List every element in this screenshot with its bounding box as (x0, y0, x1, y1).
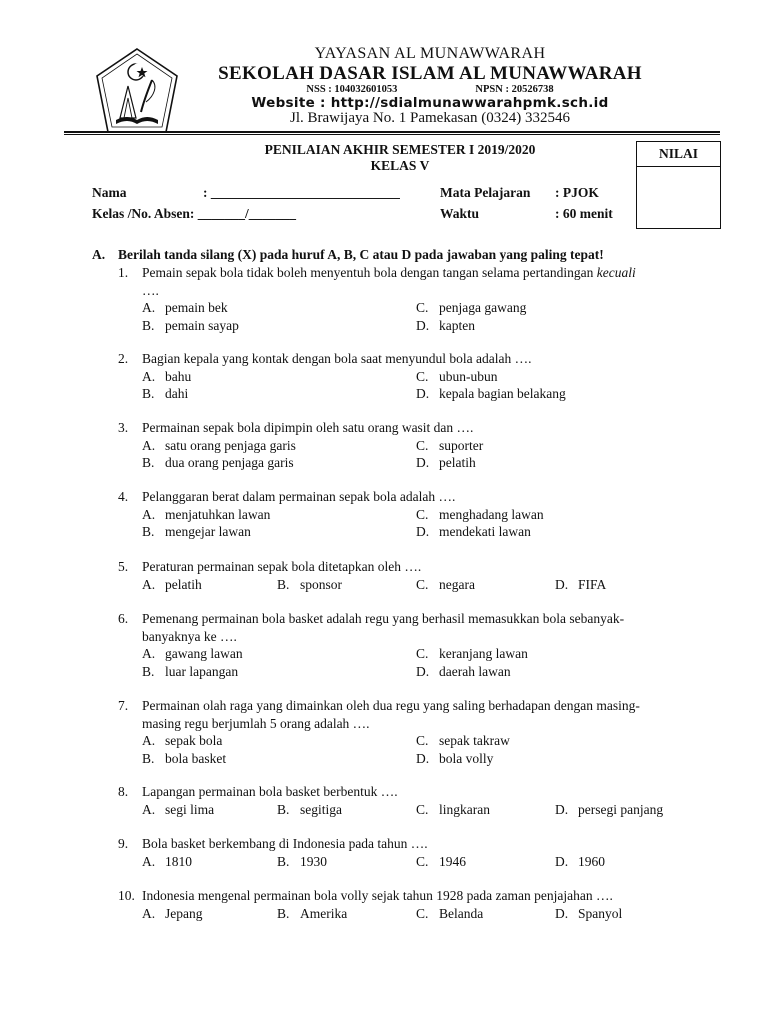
option-letter: B. (277, 853, 290, 869)
answer-option[interactable] (555, 905, 622, 923)
option-letter: A. (142, 506, 156, 522)
question-text: Peraturan permainan sepak bola ditetapkan oleh …. (142, 559, 422, 574)
option-letter: A. (142, 300, 156, 315)
time-value: : 60 menit (555, 206, 613, 221)
foundation-name: YAYASAN AL MUNAWWARAH (314, 45, 546, 62)
question-number: 3. (118, 420, 129, 435)
question-number: 5. (118, 559, 129, 574)
answer-option[interactable] (277, 853, 327, 871)
option-text: kepala bagian belakang (439, 386, 566, 401)
option-letter: D. (416, 455, 430, 470)
answer-option[interactable] (416, 437, 483, 455)
answer-option[interactable] (416, 385, 566, 403)
question-text: Pelanggaran berat dalam permainan sepak bola adalah …. (142, 489, 456, 504)
question-number: 6. (118, 611, 129, 626)
answer-option[interactable] (416, 732, 510, 750)
answer-options-row (118, 663, 718, 681)
option-text: Amerika (300, 905, 348, 921)
answer-option[interactable] (277, 576, 342, 594)
option-letter: D. (555, 801, 569, 817)
option-text: FIFA (578, 576, 607, 592)
option-letter: C. (416, 506, 429, 522)
question-text-line (142, 350, 718, 368)
option-text: bahu (165, 368, 192, 384)
option-letter: A. (142, 853, 156, 869)
question-text-line (142, 628, 718, 646)
exam-title: PENILAIAN AKHIR SEMESTER I 2019/2020 (264, 142, 536, 157)
option-text: suporter (439, 437, 484, 453)
answer-option[interactable] (142, 523, 251, 541)
option-letter: C. (416, 853, 429, 869)
question-text-line (142, 558, 718, 576)
question-text-line (142, 715, 718, 733)
option-text: menjatuhkan lawan (165, 506, 271, 522)
option-letter: C. (416, 905, 429, 921)
option-text: satu orang penjaga garis (165, 437, 296, 453)
question-text: Bola basket berkembang di Indonesia pada tahun …. (142, 836, 428, 851)
option-text: mengejar lawan (165, 524, 251, 539)
option-text: Jepang (165, 905, 203, 921)
answer-options-row (118, 368, 718, 386)
question-text: Indonesia mengenal permainan bola volly sejak tahun 1928 pada zaman penjajahan …. (142, 888, 613, 903)
question-stem (118, 697, 718, 732)
answer-options-row (118, 853, 718, 871)
option-text: Spanyol (578, 905, 623, 921)
answer-option[interactable] (142, 645, 243, 663)
answer-option[interactable] (555, 801, 663, 819)
question-emphasis: kecuali (596, 265, 636, 280)
answer-options-row (118, 454, 718, 472)
answer-option[interactable] (142, 732, 222, 750)
nss-code: NSS : 104032601053 (306, 84, 398, 95)
question-text: Lapangan permainan bola basket berbentuk …. (142, 784, 398, 799)
answer-options-row (118, 645, 718, 663)
question-number: 7. (118, 698, 129, 713)
option-letter: A. (142, 801, 156, 817)
option-letter: D. (416, 386, 430, 401)
answer-option[interactable] (416, 506, 544, 524)
question-stem (118, 887, 718, 905)
question-text-line (142, 835, 718, 853)
question-item (118, 264, 718, 334)
answer-option[interactable] (416, 317, 475, 335)
score-box-label: NILAI (637, 142, 720, 167)
question-number: 1. (118, 265, 129, 280)
subject-value: : PJOK (555, 185, 599, 200)
answer-option[interactable] (416, 299, 526, 317)
option-text: pemain sayap (165, 317, 239, 333)
option-letter: C. (416, 437, 429, 453)
option-text: pelatih (439, 455, 476, 470)
answer-option[interactable] (142, 663, 238, 681)
option-letter: B. (142, 750, 155, 766)
option-text: 1960 (578, 853, 605, 869)
option-text: bola basket (165, 750, 227, 766)
option-letter: B. (277, 576, 290, 592)
question-stem (118, 350, 718, 368)
question-text: Pemenang permainan bola basket adalah regu yang berhasil memasukkan bola sebanyak- (142, 611, 625, 626)
school-address: Jl. Brawijaya No. 1 Pamekasan (0324) 332546 (290, 110, 570, 126)
school-logo-icon (94, 46, 180, 136)
school-codes (200, 84, 660, 95)
option-text: sepak bola (165, 733, 223, 748)
answer-options-row (118, 317, 718, 335)
answer-option[interactable] (277, 801, 342, 819)
question-text: Pemain sepak bola tidak boleh menyentuh bola dengan tangan selama pertandingan (142, 265, 594, 280)
question-number: 4. (118, 489, 129, 504)
option-text: daerah lawan (439, 663, 511, 679)
option-letter: C. (416, 733, 429, 748)
answer-options-row (118, 750, 718, 768)
question-item (118, 697, 718, 767)
question-text: Permainan olah raga yang dimainkan oleh dua regu yang saling berhadapan dengan masing- (142, 698, 640, 713)
option-text: 1930 (300, 853, 327, 869)
question-item (118, 783, 718, 818)
option-text: kapten (439, 317, 475, 333)
answer-option[interactable] (142, 454, 294, 472)
option-text: 1810 (165, 853, 192, 869)
option-letter: C. (416, 576, 429, 592)
option-text: negara (439, 576, 475, 592)
option-text: penjaga gawang (439, 300, 527, 315)
option-letter: B. (142, 386, 155, 401)
question-text-line (142, 887, 718, 905)
option-letter: B. (142, 317, 155, 333)
class-number-field[interactable]: Kelas /No. Absen: _______/_______ (92, 206, 297, 221)
option-letter: A. (142, 733, 156, 748)
question-text: …. (142, 282, 159, 298)
option-letter: C. (416, 801, 429, 817)
question-item (118, 610, 718, 680)
question-text-line (142, 610, 718, 628)
answer-option[interactable] (142, 437, 296, 455)
question-number: 9. (118, 836, 129, 851)
answer-option[interactable] (416, 905, 483, 923)
option-letter: D. (555, 576, 569, 592)
answer-option[interactable] (416, 454, 476, 472)
answer-option[interactable] (142, 576, 202, 594)
answer-option[interactable] (416, 801, 490, 819)
section-instruction (92, 247, 604, 263)
option-text: pelatih (165, 576, 202, 592)
option-text: lingkaran (439, 801, 490, 817)
name-field[interactable]: : ____________________________ (203, 185, 400, 200)
option-letter: D. (555, 853, 569, 869)
option-text: segitiga (300, 801, 342, 817)
option-letter: B. (142, 455, 155, 470)
question-text: banyaknya ke …. (142, 628, 237, 644)
answer-options-row (118, 385, 718, 403)
answer-options-row (118, 801, 718, 819)
answer-option[interactable] (142, 299, 228, 317)
answer-option[interactable] (142, 368, 191, 386)
option-text: menghadang lawan (439, 506, 544, 522)
option-letter: A. (142, 646, 156, 661)
answer-option[interactable] (142, 801, 214, 819)
option-text: persegi panjang (578, 801, 664, 817)
option-text: ubun-ubun (439, 368, 498, 384)
question-text-line (142, 697, 718, 715)
question-item (118, 887, 718, 922)
answer-options-row (118, 905, 718, 923)
question-text: masing regu berjumlah 5 orang adalah …. (142, 715, 370, 731)
answer-options-row (118, 299, 718, 317)
option-letter: B. (277, 801, 290, 817)
question-item (118, 419, 718, 472)
question-item (118, 835, 718, 870)
question-stem (118, 610, 718, 645)
answer-options-row (118, 576, 718, 594)
instruction-text: Berilah tanda silang (X) pada huruf A, B, C atau D pada jawaban yang paling tepat! (118, 247, 604, 262)
question-item (118, 488, 718, 541)
answer-option[interactable] (555, 853, 605, 871)
option-text: pemain bek (165, 300, 228, 315)
answer-option[interactable] (142, 317, 239, 335)
option-letter: D. (416, 663, 430, 679)
option-text: mendekati lawan (439, 524, 531, 539)
answer-option[interactable] (277, 905, 347, 923)
option-text: sepak takraw (439, 733, 510, 748)
option-text: Belanda (439, 905, 484, 921)
question-number: 10. (118, 888, 135, 903)
school-name: SEKOLAH DASAR ISLAM AL MUNAWWARAH (218, 63, 642, 84)
answer-option[interactable] (142, 750, 226, 768)
answer-options-row (118, 437, 718, 455)
answer-option[interactable] (555, 576, 606, 594)
option-text: bola volly (439, 750, 494, 766)
answer-option[interactable] (142, 506, 270, 524)
subject-label: Mata Pelajaran (440, 185, 531, 200)
question-text: Bagian kepala yang kontak dengan bola saat menyundul bola adalah …. (142, 351, 532, 366)
option-text: gawang lawan (165, 646, 243, 661)
option-text: keranjang lawan (439, 646, 528, 661)
question-stem (118, 419, 718, 437)
exam-class: KELAS V (370, 158, 430, 173)
option-letter: D. (555, 905, 569, 921)
header-divider-thin (64, 134, 720, 135)
option-letter: C. (416, 368, 429, 384)
answer-option[interactable] (142, 853, 192, 871)
option-letter: D. (416, 750, 430, 766)
answer-option[interactable] (142, 385, 188, 403)
answer-option[interactable] (416, 645, 528, 663)
npsn-code: NPSN : 20526738 (475, 84, 554, 95)
question-number: 2. (118, 351, 129, 366)
option-text: dua orang penjaga garis (165, 455, 294, 470)
question-text-line (142, 264, 718, 282)
answer-options-row (118, 732, 718, 750)
answer-options-row (118, 523, 718, 541)
question-stem (118, 264, 718, 299)
option-text: sponsor (300, 576, 343, 592)
option-text: 1946 (439, 853, 466, 869)
option-letter: A. (142, 368, 156, 384)
question-text-line (142, 783, 718, 801)
option-letter: A. (142, 905, 156, 921)
question-stem (118, 558, 718, 576)
answer-option[interactable] (416, 368, 498, 386)
header-divider-thick (64, 131, 720, 133)
question-item (118, 350, 718, 403)
answer-option[interactable] (416, 853, 466, 871)
option-letter: C. (416, 646, 429, 661)
question-item (118, 558, 718, 593)
question-text-line (142, 282, 718, 300)
option-letter: D. (416, 317, 430, 333)
question-stem (118, 783, 718, 801)
option-text: dahi (165, 386, 189, 401)
option-letter: A. (142, 437, 156, 453)
school-website: Website : http://sdialmunawwarahpmk.sch.id (251, 95, 609, 111)
question-text-line (142, 488, 718, 506)
question-text-line (142, 419, 718, 437)
score-box[interactable] (636, 141, 721, 229)
option-letter: D. (416, 524, 430, 539)
question-stem (118, 488, 718, 506)
answer-option[interactable] (416, 663, 511, 681)
option-text: luar lapangan (165, 663, 239, 679)
time-label: Waktu (440, 206, 480, 221)
answer-options-row (118, 506, 718, 524)
answer-option[interactable] (416, 750, 493, 768)
question-stem (118, 835, 718, 853)
answer-option[interactable] (416, 576, 475, 594)
question-text: Permainan sepak bola dipimpin oleh satu orang wasit dan …. (142, 420, 474, 435)
question-number: 8. (118, 784, 129, 799)
answer-option[interactable] (416, 523, 531, 541)
option-text: segi lima (165, 801, 215, 817)
option-letter: B. (277, 905, 290, 921)
section-letter: A. (92, 247, 106, 262)
option-letter: B. (142, 663, 155, 679)
name-label: Nama (92, 185, 127, 200)
option-letter: B. (142, 524, 155, 539)
answer-option[interactable] (142, 905, 203, 923)
option-letter: A. (142, 576, 156, 592)
option-letter: C. (416, 300, 429, 315)
